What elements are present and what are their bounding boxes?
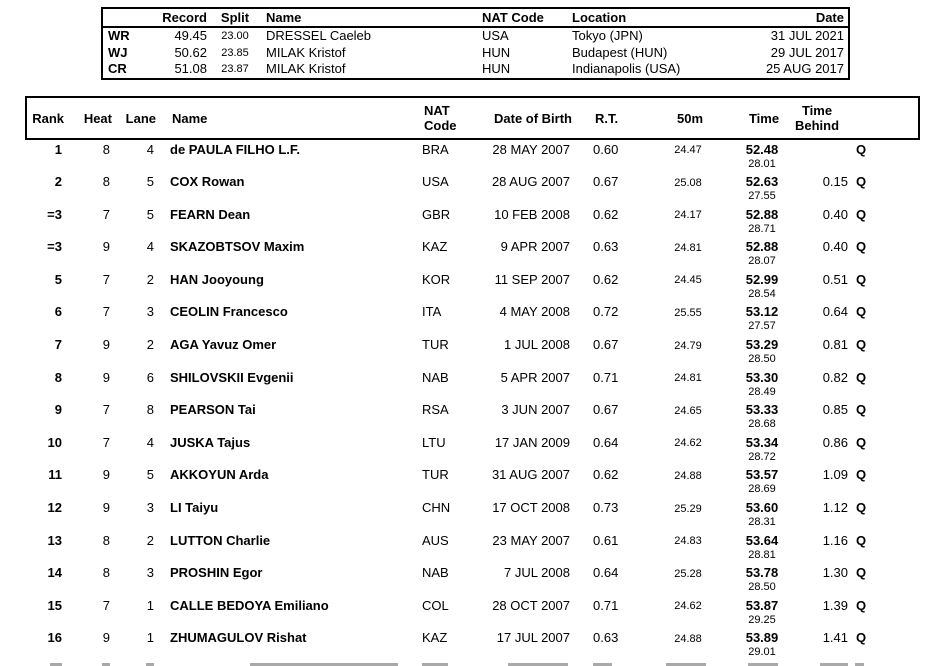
fifty-split-cell: 24.62	[674, 600, 702, 613]
heat-cell: 8	[102, 174, 110, 190]
nat-code-cell: AUS	[422, 532, 449, 548]
lane-cell: 3	[146, 304, 154, 320]
swimmer-name-cell: SHILOVSKII Evgenii	[170, 369, 294, 385]
lane-cell: 4	[146, 434, 154, 450]
result-row	[25, 629, 920, 662]
heat-cell: 9	[102, 500, 110, 516]
cutoff-glyphs	[250, 663, 398, 666]
swimmer-name-cell: FEARN Dean	[170, 206, 251, 222]
fifty-meter-header: 50m	[676, 110, 704, 126]
nat-code-cell: RSA	[422, 402, 449, 418]
final-time-value: 52.88	[745, 239, 779, 255]
date-of-birth-cell: 4 MAY 2008	[499, 304, 570, 320]
qualified-badge: Q	[855, 141, 867, 157]
cutoff-glyphs	[820, 663, 848, 666]
rank-cell: 7	[54, 337, 62, 353]
result-row	[25, 368, 920, 401]
second-fifty-split: 27.57	[748, 320, 776, 333]
swimmer-name-cell: SKAZOBTSOV Maxim	[170, 239, 305, 255]
record-date-cell: 29 JUL 2017	[770, 44, 844, 60]
nat-code-cell: NAB	[422, 369, 449, 385]
date-of-birth-cell: 1 JUL 2008	[503, 337, 570, 353]
fifty-split-cell: 24.88	[674, 469, 702, 482]
second-fifty-split: 28.72	[748, 450, 776, 463]
rank-cell: 1	[54, 141, 62, 157]
heat-cell: 7	[102, 271, 110, 287]
record-row	[103, 45, 848, 62]
rank-cell: 2	[54, 174, 62, 190]
rank-cell: 5	[54, 271, 62, 287]
final-time-value: 53.29	[745, 337, 779, 353]
lane-cell: 4	[146, 141, 154, 157]
cutoff-glyphs	[666, 663, 706, 666]
result-row	[25, 564, 920, 597]
second-fifty-split: 28.68	[748, 418, 776, 431]
fifty-split-cell: 24.65	[674, 404, 702, 417]
final-time-cell	[742, 531, 782, 564]
final-time-value: 52.63	[745, 174, 779, 190]
heat-cell: 8	[102, 565, 110, 581]
date-of-birth-cell: 28 MAY 2007	[492, 141, 570, 157]
fifty-split-cell: 24.81	[674, 241, 702, 254]
time-behind-cell: 1.16	[822, 532, 848, 548]
second-fifty-split: 28.07	[748, 255, 776, 268]
final-time-value: 52.99	[745, 271, 779, 287]
record-date-header: Date	[815, 9, 844, 25]
nat-code-cell: CHN	[422, 500, 451, 516]
lane-cell: 5	[146, 206, 154, 222]
time-behind-cell: 0.85	[822, 402, 848, 418]
qualified-badge: Q	[855, 206, 867, 222]
lane-cell: 1	[146, 630, 154, 646]
time-behind-cell: 0.51	[822, 271, 848, 287]
second-fifty-split: 28.01	[748, 157, 776, 170]
second-fifty-split: 27.55	[748, 190, 776, 203]
lane-cell: 2	[146, 532, 154, 548]
cutoff-glyphs	[50, 663, 62, 666]
qualified-badge: Q	[855, 500, 867, 516]
record-time-cell: 49.45	[174, 28, 207, 44]
record-date-cell: 25 AUG 2017	[765, 61, 844, 77]
swimmer-name-cell: HAN Jooyoung	[170, 271, 264, 287]
date-of-birth-cell: 11 SEP 2007	[494, 271, 570, 287]
heat-cell: 7	[102, 597, 110, 613]
result-row	[25, 238, 920, 271]
qualified-badge: Q	[855, 434, 867, 450]
final-time-cell	[742, 564, 782, 597]
reaction-time-header: R.T.	[595, 110, 619, 126]
behind-header-line2: Behind	[794, 118, 840, 133]
rank-cell: 12	[47, 500, 62, 516]
reaction-time-cell: 0.71	[593, 369, 619, 385]
final-time-cell	[742, 368, 782, 401]
qualified-badge: Q	[855, 565, 867, 581]
qualified-badge: Q	[855, 467, 867, 483]
rank-cell: 16	[47, 630, 62, 646]
qualified-badge: Q	[855, 239, 867, 255]
reaction-time-cell: 0.73	[593, 500, 619, 516]
second-fifty-split: 28.81	[748, 548, 776, 561]
record-name-header: Name	[266, 9, 302, 25]
final-time-value: 53.57	[745, 467, 779, 483]
final-time-cell	[742, 433, 782, 466]
fifty-split-cell: 25.29	[674, 502, 702, 515]
reaction-time-cell: 0.64	[593, 434, 619, 450]
cutoff-glyphs	[102, 663, 110, 666]
record-time-cell: 50.62	[174, 44, 207, 60]
result-row	[25, 140, 920, 173]
result-row	[25, 531, 920, 564]
final-time-value: 53.78	[745, 565, 779, 581]
result-row	[25, 205, 920, 238]
rank-cell: 13	[47, 532, 62, 548]
reaction-time-cell: 0.67	[593, 174, 619, 190]
time-behind-cell: 1.30	[822, 565, 848, 581]
swimmer-name-cell: PEARSON Tai	[170, 402, 256, 418]
reaction-time-cell: 0.64	[593, 565, 619, 581]
record-nat-header: NAT Code	[482, 9, 544, 25]
result-row	[25, 303, 920, 336]
reaction-time-cell: 0.62	[593, 271, 619, 287]
record-name-cell: MILAK Kristof	[266, 61, 346, 77]
fifty-split-cell: 24.17	[674, 209, 702, 222]
date-of-birth-cell: 5 APR 2007	[500, 369, 570, 385]
heat-cell: 9	[102, 630, 110, 646]
time-behind-cell	[782, 140, 848, 173]
heat-cell: 8	[102, 532, 110, 548]
date-of-birth-cell: 10 FEB 2008	[494, 206, 570, 222]
results-rows	[25, 140, 920, 666]
final-time-value: 53.60	[745, 500, 779, 516]
nat-code-cell: KAZ	[422, 630, 448, 646]
record-location-cell: Tokyo (JPN)	[572, 28, 643, 44]
final-time-cell	[742, 140, 782, 173]
swimmer-name-cell: AKKOYUN Arda	[170, 467, 269, 483]
rank-cell: 15	[47, 597, 62, 613]
nat-code-header	[422, 103, 487, 133]
qualified-badge: Q	[855, 304, 867, 320]
final-time-cell	[742, 401, 782, 434]
result-row	[25, 270, 920, 303]
nat-code-cell: LTU	[422, 434, 446, 450]
name-header: Name	[172, 110, 208, 126]
time-behind-cell: 0.40	[822, 239, 848, 255]
record-split-cell: 23.00	[221, 30, 249, 43]
time-behind-cell: 1.41	[822, 630, 848, 646]
heat-cell: 9	[102, 467, 110, 483]
cutoff-glyphs	[508, 663, 568, 666]
date-of-birth-cell: 17 JUL 2007	[496, 630, 570, 646]
lane-header: Lane	[125, 110, 156, 126]
qualified-badge: Q	[855, 597, 867, 613]
final-time-value: 53.33	[745, 402, 779, 418]
record-location-cell: Indianapolis (USA)	[572, 61, 681, 77]
qualified-badge: Q	[855, 174, 867, 190]
fifty-split-cell: 25.28	[674, 567, 702, 580]
final-time-value: 53.87	[745, 597, 779, 613]
fifty-split-cell: 24.88	[674, 632, 702, 645]
date-of-birth-cell: 17 OCT 2008	[492, 500, 570, 516]
second-fifty-split: 29.25	[748, 613, 776, 626]
date-of-birth-cell: 3 JUN 2007	[501, 402, 570, 418]
result-row	[25, 596, 920, 629]
fifty-split-cell: 24.79	[674, 339, 702, 352]
second-fifty-split: 28.31	[748, 516, 776, 529]
time-behind-cell: 0.40	[822, 206, 848, 222]
nat-code-cell: COL	[422, 597, 449, 613]
lane-cell: 1	[146, 597, 154, 613]
time-behind-cell: 0.86	[822, 434, 848, 450]
second-fifty-split: 28.49	[748, 385, 776, 398]
time-behind-header	[784, 103, 850, 133]
date-of-birth-cell: 17 JAN 2009	[494, 434, 570, 450]
final-time-cell	[742, 466, 782, 499]
reaction-time-cell: 0.71	[593, 597, 619, 613]
second-fifty-split: 28.71	[748, 222, 776, 235]
record-split-cell: 23.85	[221, 46, 249, 59]
date-of-birth-header: Date of Birth	[494, 110, 572, 126]
final-time-cell	[742, 205, 782, 238]
record-name-cell: DRESSEL Caeleb	[266, 28, 372, 44]
rank-cell: 8	[54, 369, 62, 385]
swimmer-name-cell: PROSHIN Egor	[170, 565, 263, 581]
record-type-cell: CR	[108, 61, 127, 77]
heat-cell: 9	[102, 337, 110, 353]
rank-cell: 14	[47, 565, 62, 581]
date-of-birth-cell: 28 OCT 2007	[492, 597, 570, 613]
cutoff-glyphs	[146, 663, 154, 666]
record-location-header: Location	[572, 9, 627, 25]
record-split-cell: 23.87	[221, 63, 249, 76]
nat-header-line2: Code	[424, 118, 457, 133]
heat-cell: 7	[102, 402, 110, 418]
records-header-row	[103, 9, 848, 28]
record-type-cell: WR	[108, 28, 130, 44]
lane-cell: 6	[146, 369, 154, 385]
split-header: Split	[220, 9, 250, 25]
reaction-time-cell: 0.63	[593, 239, 619, 255]
nat-code-cell: GBR	[422, 206, 451, 222]
nat-code-cell: NAB	[422, 565, 449, 581]
record-row	[103, 61, 848, 78]
behind-header-line1: Time	[801, 103, 833, 118]
swimmer-name-cell: AGA Yavuz Omer	[170, 337, 277, 353]
swimmer-name-cell: COX Rowan	[170, 174, 245, 190]
heat-cell: 9	[102, 369, 110, 385]
qualified-badge: Q	[855, 630, 867, 646]
nat-code-cell: KAZ	[422, 239, 448, 255]
swimmer-name-cell: LUTTON Charlie	[170, 532, 271, 548]
qualified-badge: Q	[855, 532, 867, 548]
record-nat-cell: HUN	[482, 44, 511, 60]
nat-code-cell: BRA	[422, 141, 449, 157]
final-time-cell	[742, 303, 782, 336]
swimmer-name-cell: CEOLIN Francesco	[170, 304, 288, 320]
lane-cell: 2	[146, 271, 154, 287]
heat-cell: 7	[102, 206, 110, 222]
final-time-cell	[742, 336, 782, 369]
nat-code-cell: TUR	[422, 337, 449, 353]
swimmer-name-cell: de PAULA FILHO L.F.	[170, 141, 300, 157]
final-time-value: 53.89	[745, 630, 779, 646]
results-header-row	[25, 96, 920, 140]
record-name-cell: MILAK Kristof	[266, 44, 346, 60]
result-row	[25, 401, 920, 434]
qualified-badge: Q	[855, 337, 867, 353]
nat-code-cell: TUR	[422, 467, 449, 483]
fifty-split-cell: 24.81	[674, 372, 702, 385]
rank-cell: 11	[48, 467, 62, 483]
swimmer-name-cell: CALLE BEDOYA Emiliano	[170, 597, 329, 613]
qualified-badge: Q	[855, 369, 867, 385]
swimmer-name-cell: JUSKA Tajus	[170, 434, 251, 450]
time-behind-cell: 0.81	[822, 337, 848, 353]
final-time-cell	[742, 629, 782, 662]
date-of-birth-cell: 23 MAY 2007	[492, 532, 570, 548]
fifty-split-cell: 24.83	[674, 535, 702, 548]
fifty-split-cell: 24.62	[674, 437, 702, 450]
result-row	[25, 336, 920, 369]
lane-cell: 5	[146, 174, 154, 190]
nat-code-cell: ITA	[422, 304, 442, 320]
cutoff-glyphs	[422, 663, 448, 666]
record-nat-cell: HUN	[482, 61, 511, 77]
record-header: Record	[162, 9, 207, 25]
swimmer-name-cell: ZHUMAGULOV Rishat	[170, 630, 307, 646]
record-location-cell: Budapest (HUN)	[572, 44, 668, 60]
time-behind-cell: 1.39	[822, 597, 848, 613]
fifty-split-cell: 24.47	[674, 144, 702, 156]
heat-cell: 7	[102, 434, 110, 450]
date-of-birth-cell: 9 APR 2007	[500, 239, 570, 255]
time-behind-cell: 0.64	[822, 304, 848, 320]
reaction-time-cell: 0.63	[593, 630, 619, 646]
result-row	[25, 433, 920, 466]
result-row	[25, 173, 920, 206]
lane-cell: 2	[146, 337, 154, 353]
date-of-birth-cell: 28 AUG 2007	[491, 174, 570, 190]
result-row	[25, 499, 920, 532]
final-time-value: 52.88	[745, 206, 779, 222]
final-time-value: 53.12	[745, 304, 779, 320]
rank-header: Rank	[32, 110, 64, 126]
lane-cell: 5	[146, 467, 154, 483]
rank-cell: 10	[47, 434, 62, 450]
cutoff-glyphs	[748, 663, 778, 666]
nat-code-cell: KOR	[422, 271, 451, 287]
cutoff-glyphs	[855, 663, 864, 666]
reaction-time-cell: 0.60	[593, 141, 619, 157]
final-time-value: 53.30	[745, 369, 779, 385]
rank-cell: =3	[47, 239, 62, 255]
final-time-cell	[742, 270, 782, 303]
heat-cell: 9	[102, 239, 110, 255]
rank-cell: 9	[54, 402, 62, 418]
lane-cell: 8	[146, 402, 154, 418]
record-time-cell: 51.08	[174, 61, 207, 77]
reaction-time-cell: 0.62	[593, 206, 619, 222]
final-time-value: 52.48	[745, 141, 779, 157]
nat-header-line1: NAT	[424, 103, 450, 118]
reaction-time-cell: 0.72	[593, 304, 619, 320]
fifty-split-cell: 25.08	[674, 176, 702, 189]
result-row	[25, 466, 920, 499]
rank-cell: 6	[54, 304, 62, 320]
reaction-time-cell: 0.67	[593, 337, 619, 353]
qualified-badge: Q	[855, 402, 867, 418]
lane-cell: 4	[146, 239, 154, 255]
record-nat-cell: USA	[482, 28, 509, 44]
fifty-split-cell: 24.45	[674, 274, 702, 287]
time-header: Time	[748, 110, 780, 126]
second-fifty-split: 28.54	[748, 287, 776, 300]
cutoff-glyphs	[593, 663, 612, 666]
heat-header: Heat	[83, 110, 112, 126]
time-behind-cell: 0.82	[822, 369, 848, 385]
second-fifty-split: 29.01	[748, 646, 776, 659]
second-fifty-split: 28.50	[748, 353, 776, 366]
second-fifty-split: 28.50	[748, 581, 776, 594]
lane-cell: 3	[146, 500, 154, 516]
fifty-split-cell: 25.55	[674, 306, 702, 319]
reaction-time-cell: 0.67	[593, 402, 619, 418]
time-behind-cell: 1.12	[822, 500, 848, 516]
date-of-birth-cell: 31 AUG 2007	[491, 467, 570, 483]
second-fifty-split: 28.69	[748, 483, 776, 496]
reaction-time-cell: 0.61	[593, 532, 619, 548]
record-row	[103, 28, 848, 45]
final-time-value: 53.34	[745, 434, 779, 450]
lane-cell: 3	[146, 565, 154, 581]
final-time-cell	[742, 173, 782, 206]
date-of-birth-cell: 7 JUL 2008	[503, 565, 570, 581]
heat-cell: 8	[102, 141, 110, 157]
time-behind-cell: 1.09	[822, 467, 848, 483]
record-date-cell: 31 JUL 2021	[770, 28, 844, 44]
time-behind-cell: 0.15	[822, 174, 848, 190]
qualified-badge: Q	[855, 271, 867, 287]
final-time-cell	[742, 596, 782, 629]
reaction-time-cell: 0.62	[593, 467, 619, 483]
final-time-value: 53.64	[745, 532, 779, 548]
records-table	[101, 7, 850, 80]
swimmer-name-cell: LI Taiyu	[170, 500, 219, 516]
nat-code-cell: USA	[422, 174, 449, 190]
final-time-cell	[742, 499, 782, 532]
record-type-cell: WJ	[108, 44, 128, 60]
heat-cell: 7	[102, 304, 110, 320]
final-time-cell	[742, 238, 782, 271]
rank-cell: =3	[47, 206, 62, 222]
